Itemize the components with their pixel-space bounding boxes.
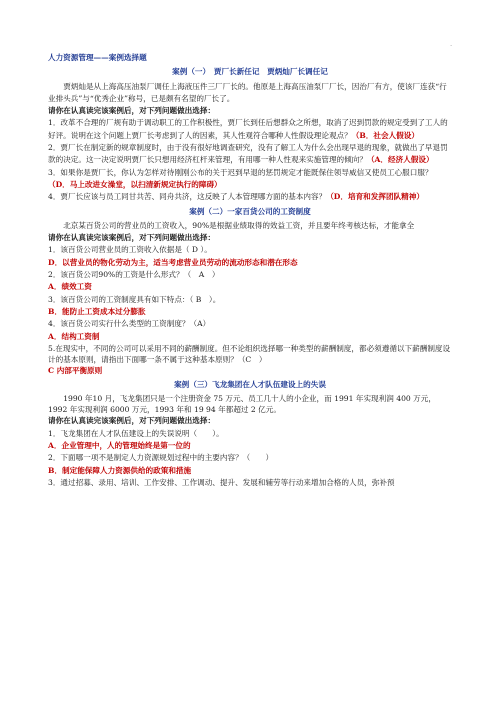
case3-title: 案例（三）飞龙集团在人才队伍建设上的失误 [174, 380, 326, 390]
document-title: 人力资源管理——案例选择题 [48, 53, 147, 62]
case2-intro: 北京某百货公司的营业员的工资收入，90%是根据业绩取得的效益工资，并且要年终考核达标，才能拿全 [63, 220, 415, 230]
case1-prompt: 请你在认真读完该案例后，对下列问题做出选择： [48, 106, 216, 116]
answer: （D．马上改进女澡堂，以扫清新规定执行的障碍） [48, 179, 222, 189]
question-text: 3．如果你是贾厂长，你认为怎样对待刚刚公布的关于迟到早退的惩罚规定才能既保住领导威信又使员工心服口服？ [48, 167, 433, 177]
case3-prompt: 请你在认真读完该案例后，对下列问题做出选择： [48, 416, 216, 426]
case2-prompt: 请你在认真读完该案例后，对下列问题做出选择： [48, 233, 216, 243]
case2-question-1: 1．该百货公司营业员的工资收入依据是（ D ）。 [48, 245, 212, 255]
answer: （D．培育和发挥团队精神） [326, 192, 424, 202]
case3-intro: 1990 年10 月，飞龙集团只是一个注册资金 75 万元、员工几十人的小企业，而 1991 年实现利润 400 万元，1992 年实现利润 6000 万元，1993 年和 19 94 年都超过 2 亿元。 [48, 394, 436, 415]
case3-answer-2: B．制定能保障人力资源供给的政策和措施 [48, 465, 192, 475]
case2-question-4: 4．该百货公司实行什么类型的工资制度？（A） [48, 319, 211, 329]
case2-question-5: 5.在现实中，不同的公司可以采用不同的薪酬制度。但不论组织选择哪一种类型的薪酬制度，都必须遵循以下薪酬制度设计的基本原则，请指出下面哪一条不属于这种基本原则？（C ） [48, 343, 451, 364]
case1-intro: 贾炳灿是从上海高压油泵厂调任上海液压件三厂厂长的。他原是上海高压油泵厂厂长，因治厂有方，使该厂连获“行业排头兵”与“优秀企业”称号，已是颇有名望的厂长了。 [48, 81, 447, 103]
case2-answer-3: B．能防止工资成本过分膨胀 [48, 306, 146, 316]
case2-question-3: 3．该百货公司的工资制度具有如下特点：（ B ）。 [48, 294, 221, 304]
case3-question-3: 3．通过招募、录用、培训、工作安排、工作调动、提升、发展和辅劳等行动来增加合格的人员，弥补预 [48, 477, 395, 487]
case2-answer-4: A．结构工资制 [48, 331, 100, 341]
case3-answer-1: A．企业管理中，人的管理始终是第一位的 [48, 441, 191, 451]
case2-question-2: 2．该百货公司90%的工资是什么形式？（ A ） [48, 270, 220, 280]
case1-question-4 [48, 191, 452, 203]
case3-question-2: 2．下面哪一项不是制定人力资源规划过程中的主要内容？（ ） [48, 453, 274, 463]
case1-question-3 [48, 167, 452, 192]
corner-mark: . [450, 41, 452, 48]
case3-question-1: 1．飞龙集团在人才队伍建设上的失误说明（ ）。 [48, 428, 224, 438]
answer: （A．经济人假设） [366, 155, 434, 165]
case2-answer-5: C 内部平衡原则 [48, 365, 103, 375]
case2-title: 案例（二）一家百货公司的工资制度 [189, 206, 311, 216]
case2-answer-1: D．以营业员的物化劳动为主，适当考虑营业员劳动的流动形态和潜在形态 [48, 257, 298, 267]
case1-question-1 [48, 117, 452, 142]
case1-question-2 [48, 142, 452, 167]
case1-title: 案例（一） 贾厂长新任记 贾炳灿厂长调任记 [172, 67, 328, 77]
case2-answer-2: A．绩效工资 [48, 282, 92, 292]
answer: （B．社会人假设） [351, 130, 419, 140]
question-text: 2．贾厂长在制定新的规章制度时，由于没有很好地调查研究，没有了解工人为什么会出现早退的现象，就做出了早退罚款的决定。这一决定说明贾厂长只想用经济杠杆来管理，有用哪一种人性观来实施管理的倾向？ [48, 143, 448, 165]
question-text: 1．改革不合理的厂规有助于调动职工的工作积极性，贾厂长到任后想群众之所想，取消了迟到罚款的规定受到了工人的好评。说明在这个问题上贾厂长考虑到了人的因素，其人性观符合哪种人性假设理论观点？ [48, 118, 448, 140]
question-text: 4．贾厂长应该与员工同甘共苦、同舟共济，这反映了人本管理哪方面的基本内容？ [48, 192, 327, 202]
